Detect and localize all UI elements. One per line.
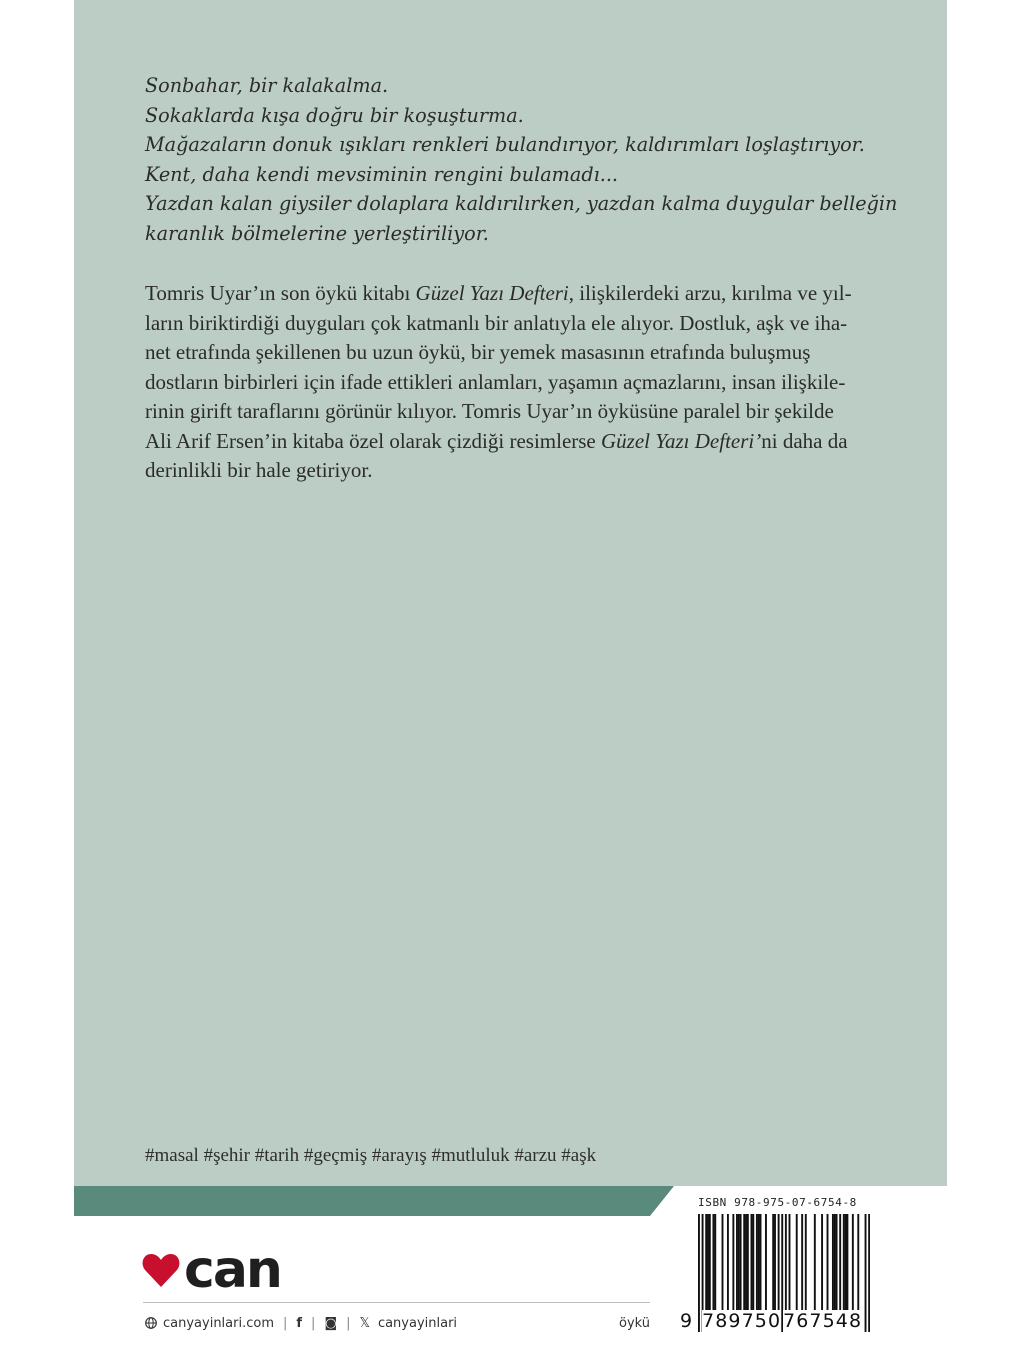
barcode-bar xyxy=(722,1214,724,1318)
separator: | xyxy=(346,1315,351,1331)
genre-label: öykü xyxy=(618,1315,650,1331)
description-line xyxy=(145,456,878,486)
barcode-bar xyxy=(758,1214,760,1318)
description-line xyxy=(145,338,878,368)
isbn-label: ISBN 978-975-07-6754-8 xyxy=(698,1196,857,1209)
description-line xyxy=(145,397,878,427)
description-text: Tomris Uyar’ın son öykü kitabı xyxy=(145,281,416,305)
barcode-bar xyxy=(732,1214,734,1318)
barcode-bar xyxy=(846,1214,848,1318)
barcode-bar xyxy=(765,1214,767,1318)
barcode-bar xyxy=(707,1214,709,1318)
barcode-bar xyxy=(814,1214,816,1318)
barcode-bar xyxy=(836,1214,838,1318)
barcode-bar xyxy=(852,1214,854,1318)
publisher-logo xyxy=(142,1240,281,1300)
barcode-bar xyxy=(774,1214,776,1318)
barcode-bar xyxy=(845,1214,847,1318)
heart-icon xyxy=(142,1252,180,1288)
barcode-bar xyxy=(857,1214,859,1318)
facebook-icon[interactable]: f xyxy=(296,1315,303,1331)
poem-excerpt xyxy=(145,71,898,249)
barcode-bar xyxy=(772,1214,774,1318)
hashtags: #masal #şehir #tarih #geçmiş #arayış #mutluluk #arzu #aşk xyxy=(145,1145,597,1166)
barcode-bar xyxy=(727,1214,729,1318)
barcode-bar xyxy=(709,1214,711,1318)
barcode-bar xyxy=(796,1214,798,1318)
separator: | xyxy=(311,1315,316,1331)
description-text: , ilişkilerdeki arzu, kırılma ve yıl- xyxy=(568,281,852,305)
description-text: ni daha da xyxy=(761,428,848,453)
description-text: dostların birbirleri için ifade ettikleri anlamları, yaşamın açmazlarını, insan ilişkile- xyxy=(145,369,846,394)
logo-wordmark: can xyxy=(184,1240,281,1300)
green-band xyxy=(74,1186,674,1216)
ean-first-digit: 9 xyxy=(680,1310,694,1332)
barcode-bar xyxy=(839,1214,841,1318)
description-line xyxy=(145,309,878,339)
barcode-bar xyxy=(743,1214,745,1318)
description-line xyxy=(145,279,878,309)
book-description xyxy=(145,279,878,486)
barcode-bar xyxy=(745,1214,747,1318)
publisher-footer xyxy=(145,1314,650,1332)
globe-icon xyxy=(145,1317,157,1329)
poem-line: Yazdan kalan giysiler dolaplara kaldırılırken, yazdan kalma duygular belleğin xyxy=(145,192,898,216)
ean-digits xyxy=(680,1310,870,1332)
barcode-bar xyxy=(747,1214,749,1318)
description-text: ların biriktirdiği duyguları çok katmanlı bir anlatıyla ele alıyor. Dostluk, aşk ve iha- xyxy=(145,310,848,335)
description-text: Ali Arif Ersen’in kitaba özel olarak çizdiği resimlerse xyxy=(145,428,602,453)
poem-line: Sokaklarda kışa doğru bir koşuşturma. xyxy=(145,103,524,127)
barcode-bar xyxy=(801,1214,803,1318)
barcode-bar xyxy=(705,1214,707,1318)
poem-line: Mağazaların donuk ışıkları renkleri bulandırıyor, kaldırımları loşlaştırıyor. xyxy=(145,133,865,157)
barcode-bar xyxy=(712,1214,714,1318)
barcode-bar xyxy=(740,1214,742,1318)
book-title-italic: Güzel Yazı Defteri xyxy=(415,281,569,305)
barcode-bar xyxy=(821,1214,823,1318)
barcode-bar xyxy=(760,1214,762,1318)
ean-right-group: 767548 xyxy=(783,1310,863,1332)
barcode-bar xyxy=(805,1214,807,1318)
poem-line: Kent, daha kendi mevsiminin rengini bulamadı... xyxy=(145,162,619,186)
barcode-bar xyxy=(827,1214,829,1318)
isbn-barcode xyxy=(680,1196,876,1346)
barcode-bar xyxy=(756,1214,758,1318)
barcode-bar xyxy=(832,1214,834,1318)
barcode-bar xyxy=(843,1214,845,1318)
barcode-bar xyxy=(752,1214,754,1318)
x-icon[interactable]: 𝕏 xyxy=(359,1315,370,1331)
website-link[interactable]: canyayinlari.com xyxy=(163,1315,274,1331)
barcode-bar xyxy=(736,1214,738,1318)
description-text: derinlikli bir hale getiriyor. xyxy=(145,458,373,482)
book-title-italic: Güzel Yazı Defteri’ xyxy=(601,428,762,453)
ean-left-group: 789750 xyxy=(702,1310,782,1332)
description-line xyxy=(145,427,878,457)
instagram-icon[interactable]: ◙ xyxy=(324,1315,338,1331)
separator: | xyxy=(283,1315,288,1331)
barcode-bar xyxy=(778,1214,780,1318)
barcode-bar xyxy=(789,1214,791,1318)
poem-line: karanlık bölmelerine yerleştiriliyor. xyxy=(145,221,489,245)
description-line xyxy=(145,368,878,398)
barcode-bar xyxy=(834,1214,836,1318)
social-handle[interactable]: canyayinlari xyxy=(377,1315,458,1331)
barcode-bar xyxy=(738,1214,740,1318)
poem-line: Sonbahar, bir kalakalma. xyxy=(145,74,389,97)
barcode-bar xyxy=(714,1214,716,1318)
barcode-bar xyxy=(751,1214,753,1318)
description-text: rinin girift taraflarını görünür kılıyor. Tomris Uyar’ın öyküsüne paralel bir şekilde xyxy=(145,399,834,423)
divider xyxy=(143,1302,650,1303)
description-text: net etrafında şekillenen bu uzun öykü, bir yemek masasının etrafında buluşmuş xyxy=(145,340,811,364)
